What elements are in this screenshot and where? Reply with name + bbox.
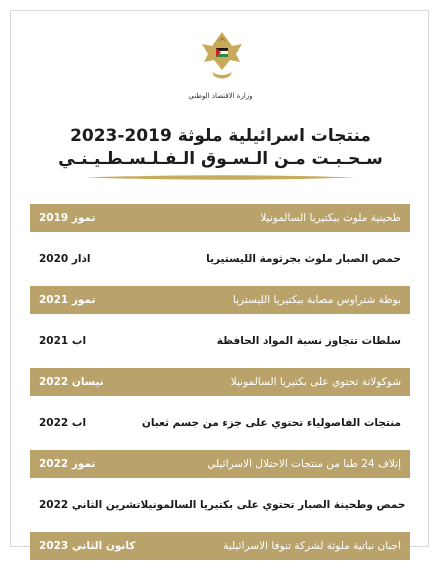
item-date: اب 2021 (39, 335, 87, 347)
list-item (30, 245, 410, 273)
list-item (30, 368, 410, 396)
page-subtitle: سـحـبـت مـن الـسـوق الـفـلـسـطـيـنـي (58, 149, 383, 169)
list-item (30, 491, 410, 519)
item-date: اذار 2020 (39, 253, 91, 265)
item-description: منتجات الفاصولياء تحتوي على جزء من جسم ثعبان (141, 417, 401, 429)
item-date: نيسان 2022 (39, 376, 104, 388)
eagle-emblem-icon (198, 28, 246, 86)
list-item (30, 286, 410, 314)
page-title: منتجات اسرائيلية ملوثة 2019-2023 (70, 126, 371, 146)
list-item (30, 327, 410, 355)
products-list (30, 204, 410, 573)
item-date: تموز 2022 (39, 458, 96, 470)
item-date: تموز 2019 (39, 212, 96, 224)
list-item (30, 204, 410, 232)
item-description: سلطات تتجاوز نسبة المواد الحافظة (216, 335, 401, 347)
item-description: حمص وطحينة الصبار تحتوي على بكتيريا السالمونيلا (140, 499, 406, 511)
item-description: بوظة شتراوس مصابة ببكتيريا الليستريا (232, 294, 401, 306)
title-underline-decoration (85, 174, 356, 181)
item-description: اجبان نباتية ملوثة لشركة تنوفا الاسرائيلية (223, 540, 401, 552)
item-description: شوكولاتة تحتوي على بكتيريا السالمونيلا (230, 376, 401, 388)
item-date: تشرين الثاني 2022 (39, 499, 141, 511)
list-item (30, 450, 410, 478)
item-description: حمص الصبار ملوث بجرثومة الليستيريا (206, 253, 401, 265)
list-item (30, 532, 410, 560)
ministry-name: وزارة الاقتصاد الوطني (188, 92, 253, 100)
item-date: تموز 2021 (39, 294, 96, 306)
item-description: طحينية ملوث ببكتيريا السالمونيلا (260, 212, 401, 224)
list-item (30, 409, 410, 437)
item-date: اب 2022 (39, 417, 87, 429)
item-date: كانون الثاني 2023 (39, 540, 136, 552)
item-description: إتلاف 24 طنا من منتجات الاحتلال الاسرائيلي (207, 458, 401, 470)
